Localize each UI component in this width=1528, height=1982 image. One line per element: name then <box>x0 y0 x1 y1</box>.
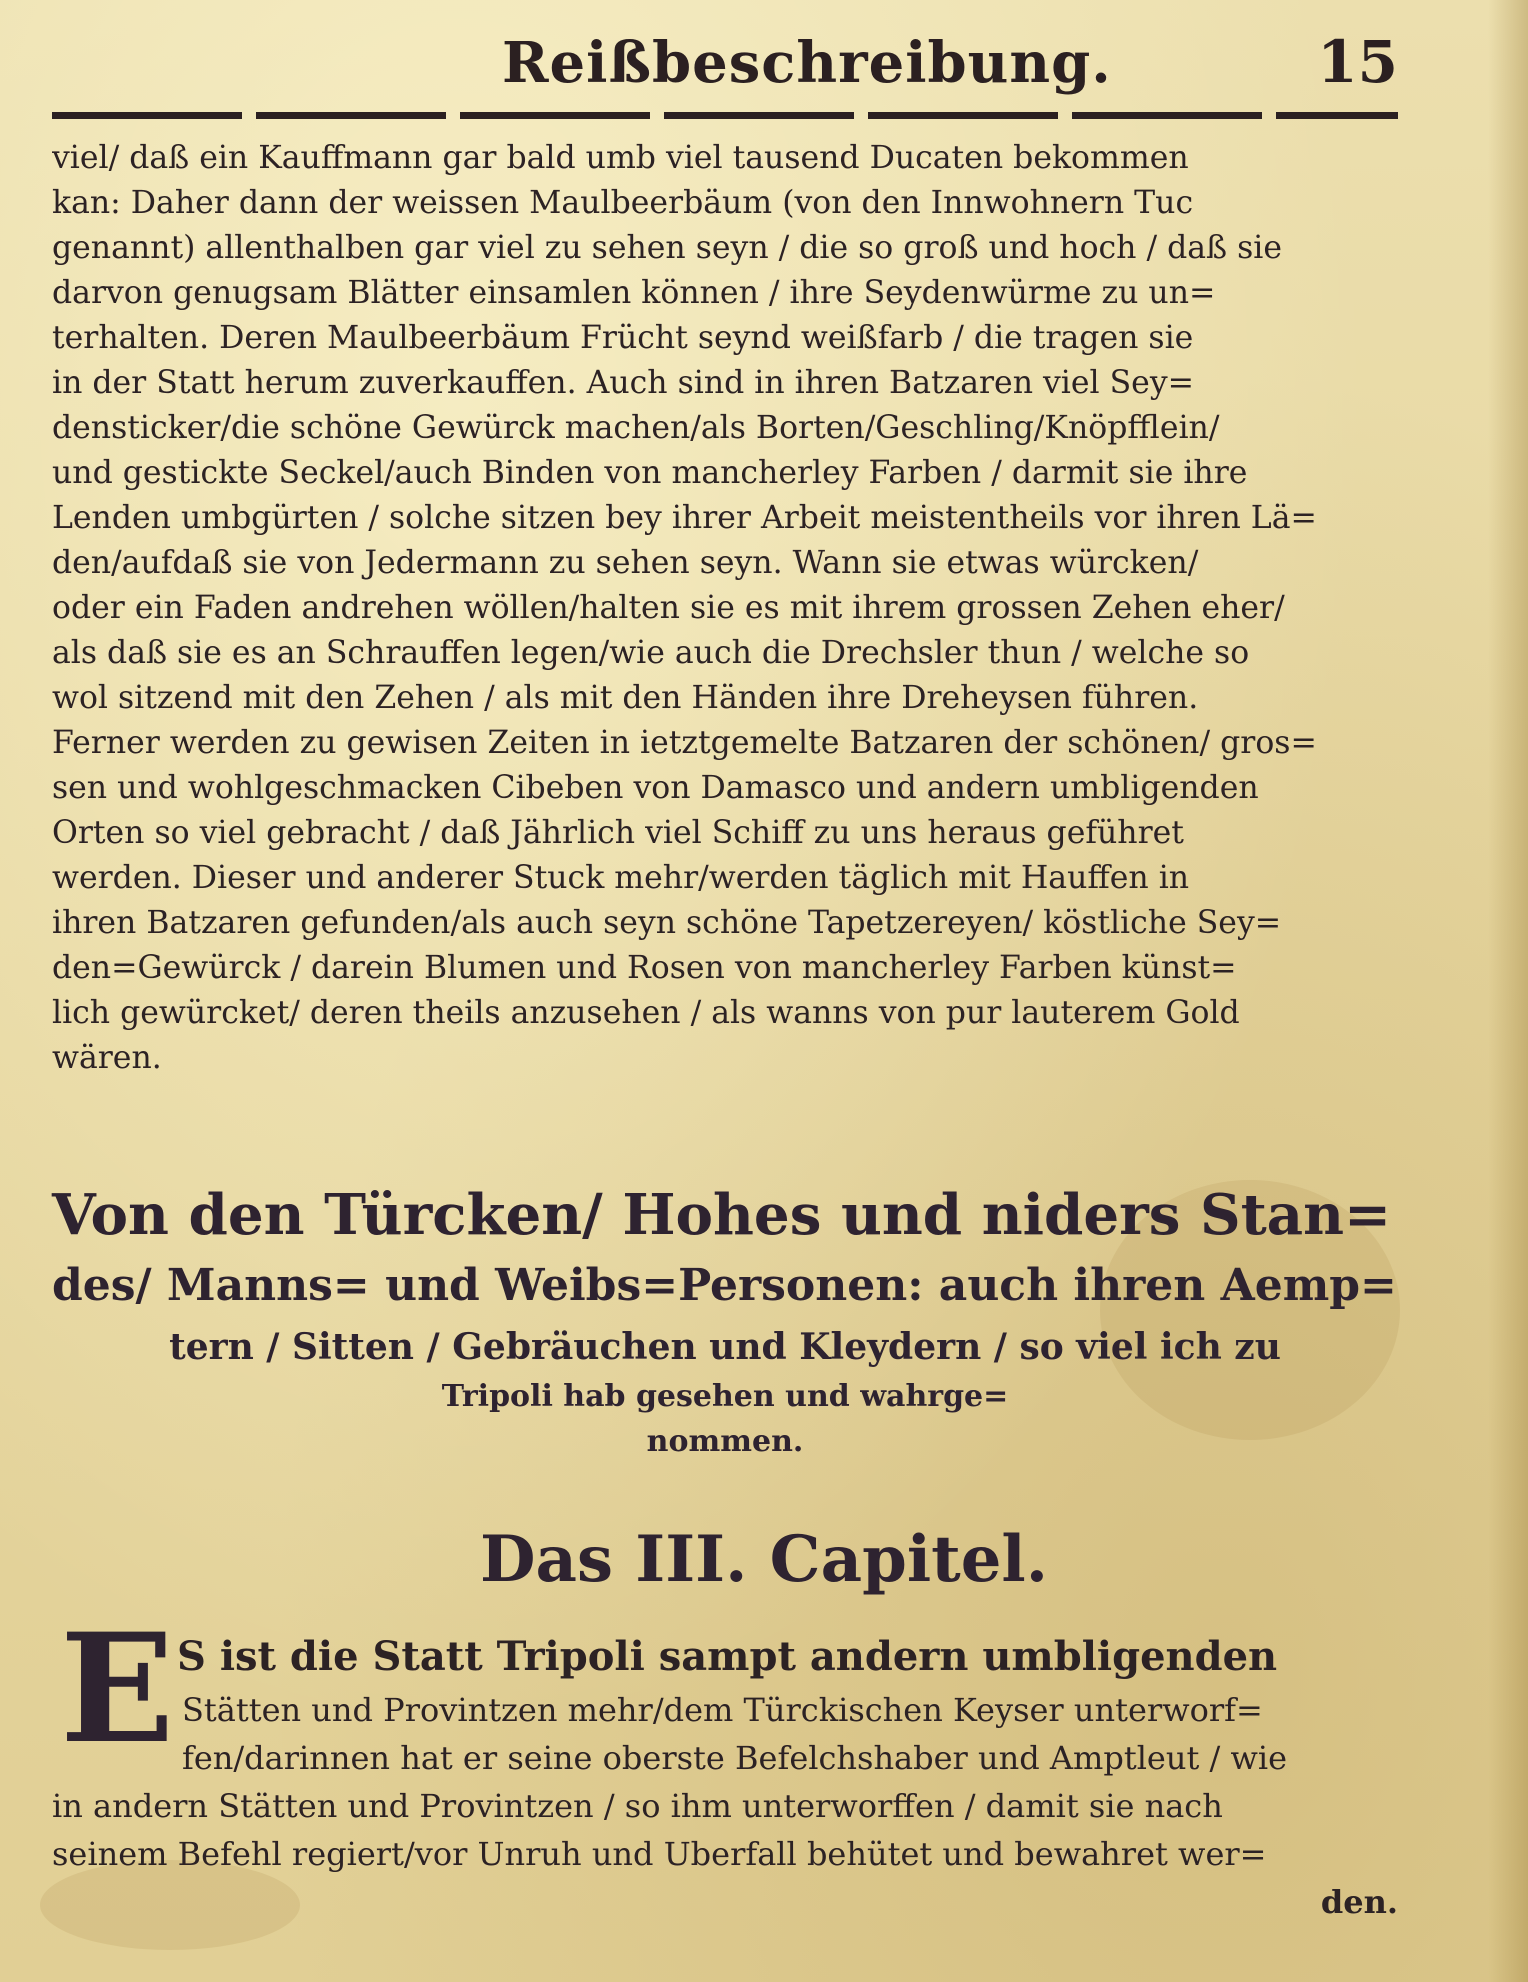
page-edge-shadow <box>1488 0 1528 1982</box>
chapter-line: seinem Befehl regiert/vor Unruh und Uberfall behütet und bewahret wer= <box>52 1835 1267 1873</box>
heading-line: tern / Sitten / Gebräuchen und Kleydern / so viel ich zu <box>169 1326 1281 1368</box>
chapter-line: fen/darinnen hat er seine oberste Befelchshaber und Amptleut / wie <box>182 1739 1288 1777</box>
text-line: wären. <box>52 1040 162 1076</box>
chapter-line: in andern Stätten und Provintzen / so ihm unterworffen / damit sie nach <box>52 1787 1223 1825</box>
text-line: genannt) allenthalben gar viel zu sehen seyn / die so groß und hoch / daß sie <box>52 230 1282 266</box>
chapter-title: Das III. Capitel. <box>480 1522 1048 1597</box>
text-line: werden. Dieser und anderer Stuck mehr/werden täglich mit Hauffen in <box>52 860 1190 896</box>
text-line: viel/ daß ein Kauffmann gar bald umb viel tausend Ducaten bekommen <box>52 140 1189 176</box>
chapter-line: den. <box>1320 1883 1398 1921</box>
page-header <box>52 20 1398 100</box>
heading-line: des/ Manns= und Weibs=Personen: auch ihren Aemp= <box>52 1260 1397 1311</box>
text-line: wol sitzend mit den Zehen / als mit den Händen ihre Dreheysen führen. <box>52 680 1199 716</box>
section-heading <box>52 1178 1398 1464</box>
text-line: terhalten. Deren Maulbeerbäum Frücht seynd weißfarb / die tragen sie <box>52 320 1194 356</box>
drop-cap: E <box>60 1601 175 1777</box>
chapter-line: Stätten und Provintzen mehr/dem Türckischen Keyser unterworf= <box>182 1691 1263 1729</box>
chapter-paragraph <box>52 1628 1398 1926</box>
chapter-line: S ist die Statt Tripoli sampt andern umbligenden <box>177 1633 1278 1680</box>
text-line: den/aufdaß sie von Jedermann zu sehen seyn. Wann sie etwas würcken/ <box>52 545 1199 581</box>
running-title: Reißbeschreibung. <box>502 30 1112 96</box>
heading-line: Von den Türcken/ Hohes und niders Stan= <box>52 1182 1392 1248</box>
text-line: Lenden umbgürten / solche sitzen bey ihrer Arbeit meistentheils vor ihren Lä= <box>52 500 1317 536</box>
text-line: sen und wohlgeschmacken Cibeben von Damasco und andern umbligenden <box>52 770 1259 806</box>
text-line: kan: Daher dann der weissen Maulbeerbäum (von den Innwohnern Tuc <box>52 185 1194 221</box>
text-line: oder ein Faden andrehen wöllen/halten sie es mit ihrem grossen Zehen eher/ <box>52 590 1285 626</box>
heading-line: Tripoli hab gesehen und wahrge= <box>441 1379 1009 1414</box>
text-line: ihren Batzaren gefunden/als auch seyn schöne Tapetzereyen/ köstliche Sey= <box>52 905 1282 941</box>
text-line: und gestickte Seckel/auch Binden von mancherley Farben / darmit sie ihre <box>52 455 1248 491</box>
text-line: darvon genugsam Blätter einsamlen können / ihre Seydenwürme zu un= <box>52 275 1216 311</box>
text-line: densticker/die schöne Gewürck machen/als Borten/Geschling/Knöpfflein/ <box>52 410 1220 446</box>
page-number: 15 <box>1317 28 1398 96</box>
heading-line: nommen. <box>646 1424 804 1459</box>
body-paragraph <box>52 136 1398 1081</box>
text-line: den=Gewürck / darein Blumen und Rosen von mancherley Farben künst= <box>52 950 1237 986</box>
text-line: Orten so viel gebracht / daß Jährlich viel Schiff zu uns heraus geführet <box>52 815 1184 851</box>
header-rule <box>52 112 1398 119</box>
text-line: als daß sie es an Schrauffen legen/wie auch die Drechsler thun / welche so <box>52 635 1250 671</box>
text-line: Ferner werden zu gewisen Zeiten in ietztgemelte Batzaren der schönen/ gros= <box>52 725 1317 761</box>
text-line: lich gewürcket/ deren theils anzusehen / als wanns von pur lauterem Gold <box>52 995 1240 1031</box>
text-line: in der Statt herum zuverkauffen. Auch sind in ihren Batzaren viel Sey= <box>52 365 1195 401</box>
